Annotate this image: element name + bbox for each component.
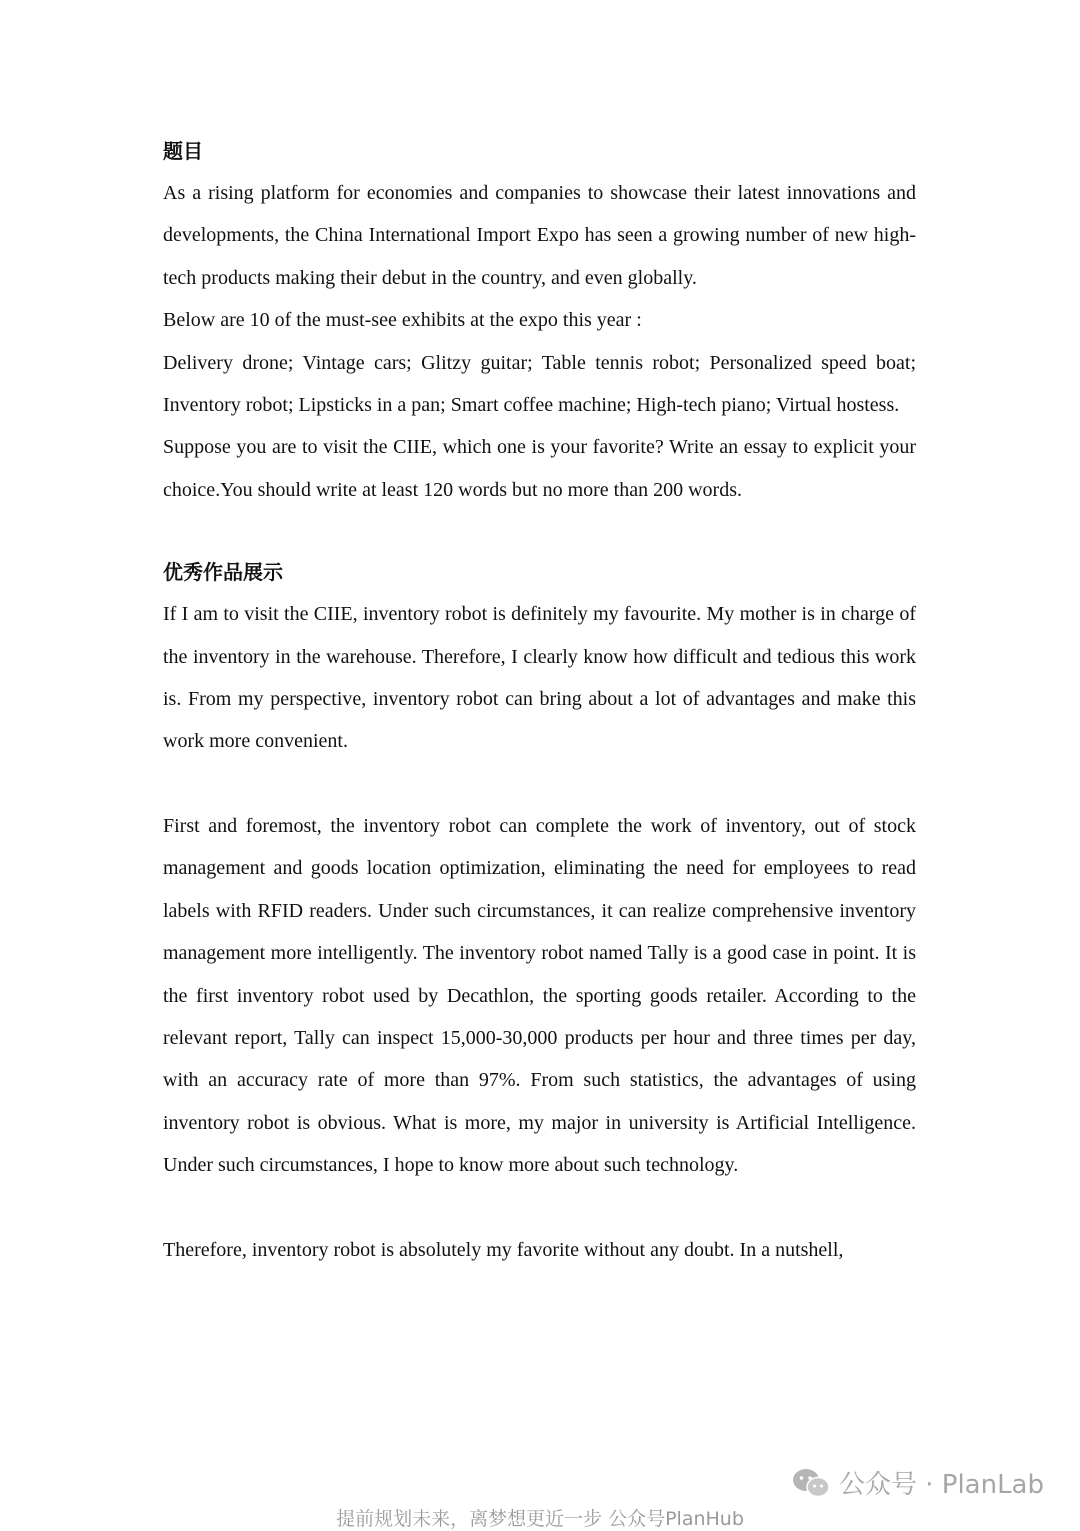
wechat-icon <box>791 1467 831 1499</box>
sample-paragraph: If I am to visit the CIIE, inventory robot is definitely my favourite. My mother is in charge of the inventory in the warehouse. Therefore, I clearly know how difficult and tedious this work is. From my perspective, inventory robot can bring about a lot of advantages and make this work more convenient. <box>163 603 916 753</box>
question-paragraph: Delivery drone; Vintage cars; Glitzy guitar; Table tennis robot; Personalized speed boat; Inventory robot; Lipsticks in a pan; Smart coffee machine; High-tech piano; Virtual hostess. <box>163 351 916 417</box>
question-paragraph: Suppose you are to visit the CIIE, which one is your favorite? Write an essay to explicit your choice.You should write at least 120 words but no more than 200 words. <box>163 436 916 501</box>
sample-paragraph: First and foremost, the inventory robot can complete the work of inventory, out of stock management and goods location optimization, eliminating the need for employees to read labels with RFID readers. Under such circumstances, it can realize comprehensive inventory management more intelligently. The inventory robot named Tally is a good case in point. It is the first inventory robot used by Decathlon, the sporting goods retailer. According to the relevant report, Tally can inspect 15,000-30,000 products per hour and three times per day, with an accuracy rate of more than 97%. From such statistics, the advantages of using inventory robot is obvious. What is more, my major in university is Artificial Intelligence. Under such circumstances, I hope to know more about such technology. <box>163 814 916 1177</box>
question-paragraph: As a rising platform for economies and companies to showcase their latest innovations and developments, the China International Import Expo has seen a growing number of new high-tech products making their debut in the country, and even globally. <box>163 182 916 289</box>
sample-paragraph: Therefore, inventory robot is absolutely my favorite without any doubt. In a nutshell, <box>163 1238 844 1261</box>
document-body <box>163 130 916 1271</box>
watermark <box>791 1464 1044 1501</box>
question-paragraph: Below are 10 of the must-see exhibits at the expo this year : <box>163 309 642 332</box>
sample-heading: 优秀作品展示 <box>163 560 283 585</box>
question-heading: 题目 <box>163 139 203 163</box>
watermark-text: 公众号 · PlanLab <box>838 1470 1044 1500</box>
footer-text: 提前规划未来，离梦想更近一步 公众号PlanHub <box>336 1508 744 1530</box>
